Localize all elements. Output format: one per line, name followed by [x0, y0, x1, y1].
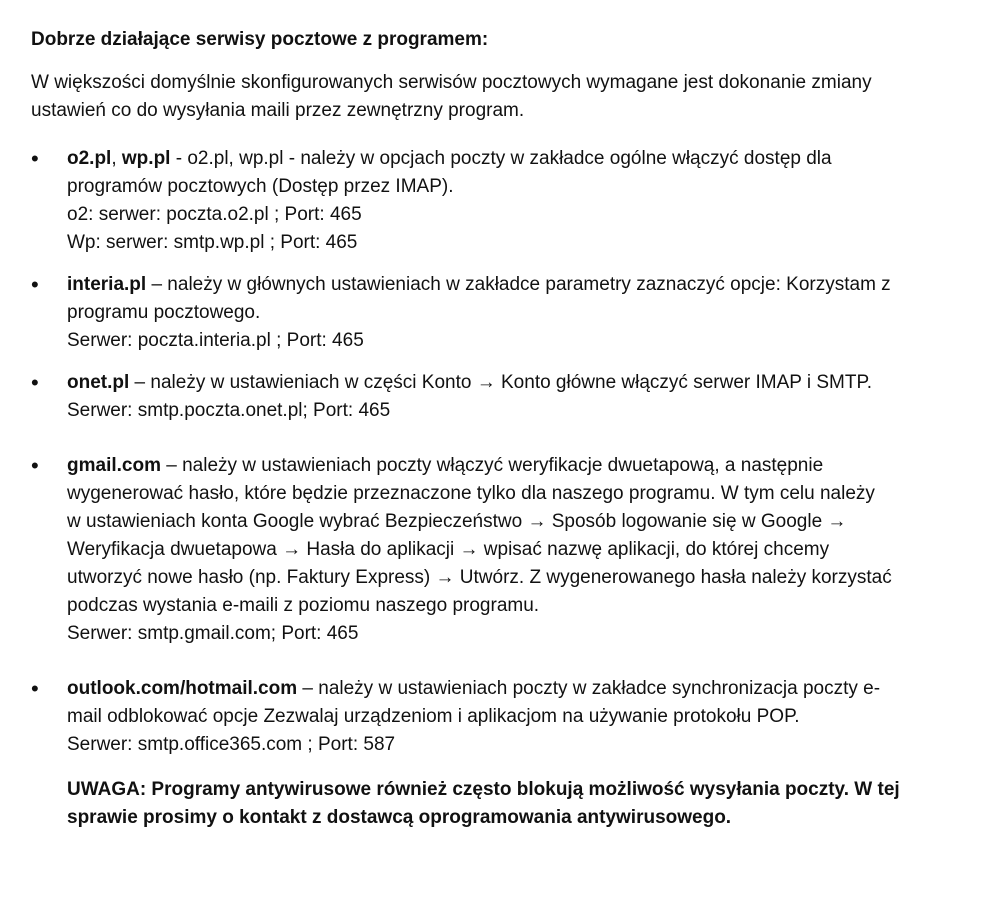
service-name: wp.pl: [121, 148, 171, 169]
service-name: interia.pl: [67, 274, 147, 295]
list-item-outlook: [31, 675, 974, 759]
service-name: onet.pl: [67, 372, 130, 393]
item-text: programów pocztowych (Dostęp przez IMAP).: [67, 176, 454, 197]
list-item-onet: [31, 369, 974, 425]
item-text: utworzyć nowe hasło (np. Faktury Express) → Utwórz. Z wygenerowanego hasła należy korzystać: [67, 567, 892, 588]
item-text: – należy w ustawieniach poczty włączyć weryfikacje dwuetapową, a następnie: [160, 455, 824, 476]
item-text: podczas wystania e-maili z poziomu naszego programu.: [67, 595, 540, 616]
server-info: Serwer: smtp.office365.com ; Port: 587: [67, 734, 396, 755]
item-text: wygenerować hasło, które będzie przeznaczone tylko dla naszego programu. W tym celu należy: [67, 483, 875, 504]
item-text: Weryfikacja dwuetapowa → Hasła do aplikacji → wpisać nazwę aplikacji, do której chcemy: [67, 539, 830, 560]
bullet-icon: •: [31, 453, 39, 478]
item-text: – należy w ustawieniach poczty w zakładce synchronizacja poczty e-: [297, 678, 881, 699]
list-item-gmail: [31, 452, 974, 648]
bullet-icon: •: [31, 146, 39, 171]
warning-line: UWAGA: Programy antywirusowe również często blokują możliwość wysyłania poczty. W tej: [67, 779, 900, 800]
service-name-separator: ,: [111, 148, 122, 169]
list-item-interia: [31, 271, 974, 355]
item-first-line: [67, 675, 974, 703]
intro-line: W większości domyślnie skonfigurowanych serwisów pocztowych wymagane jest dokonanie zmiany: [31, 72, 872, 93]
item-text: programu pocztowego.: [67, 302, 261, 323]
intro-paragraph: [31, 69, 974, 125]
item-text: w ustawieniach konta Google wybrać Bezpieczeństwo → Sposób logowanie się w Google →: [67, 511, 847, 532]
service-name: o2.pl: [67, 148, 112, 169]
mail-services-list: [31, 145, 974, 759]
item-first-line: [67, 145, 974, 173]
bullet-icon: •: [31, 272, 39, 297]
bullet-icon: •: [31, 370, 39, 395]
service-name: outlook.com/hotmail.com: [67, 678, 298, 699]
item-text: – należy w głównych ustawieniach w zakładce parametry zaznaczyć opcje: Korzystam z: [146, 274, 891, 295]
server-info: Serwer: smtp.gmail.com; Port: 465: [67, 623, 359, 644]
list-item-o2-wp: [31, 145, 974, 257]
server-info: Wp: serwer: smtp.wp.pl ; Port: 465: [67, 232, 358, 253]
item-text: – należy w ustawieniach w części Konto → Konto główne włączyć serwer IMAP i SMTP.: [129, 372, 872, 393]
service-name: gmail.com: [67, 455, 161, 476]
item-text: - o2.pl, wp.pl - należy w opcjach poczty w zakładce ogólne włączyć dostęp dla: [170, 148, 832, 169]
page-title: Dobrze działające serwisy pocztowe z programem:: [31, 29, 489, 50]
intro-line: ustawień co do wysyłania maili przez zewnętrzny program.: [31, 100, 525, 121]
item-text: mail odblokować opcje Zezwalaj urządzeniom i aplikacjom na używanie protokołu POP.: [67, 706, 800, 727]
server-info: o2: serwer: poczta.o2.pl ; Port: 465: [67, 204, 362, 225]
warning-line: sprawie prosimy o kontakt z dostawcą oprogramowania antywirusowego.: [67, 807, 732, 828]
bullet-icon: •: [31, 676, 39, 701]
server-info: Serwer: smtp.poczta.onet.pl; Port: 465: [67, 400, 391, 421]
antivirus-warning: [31, 776, 974, 832]
item-first-line: [67, 452, 974, 480]
item-first-line: [67, 271, 974, 299]
item-first-line: [67, 369, 974, 397]
server-info: Serwer: poczta.interia.pl ; Port: 465: [67, 330, 364, 351]
